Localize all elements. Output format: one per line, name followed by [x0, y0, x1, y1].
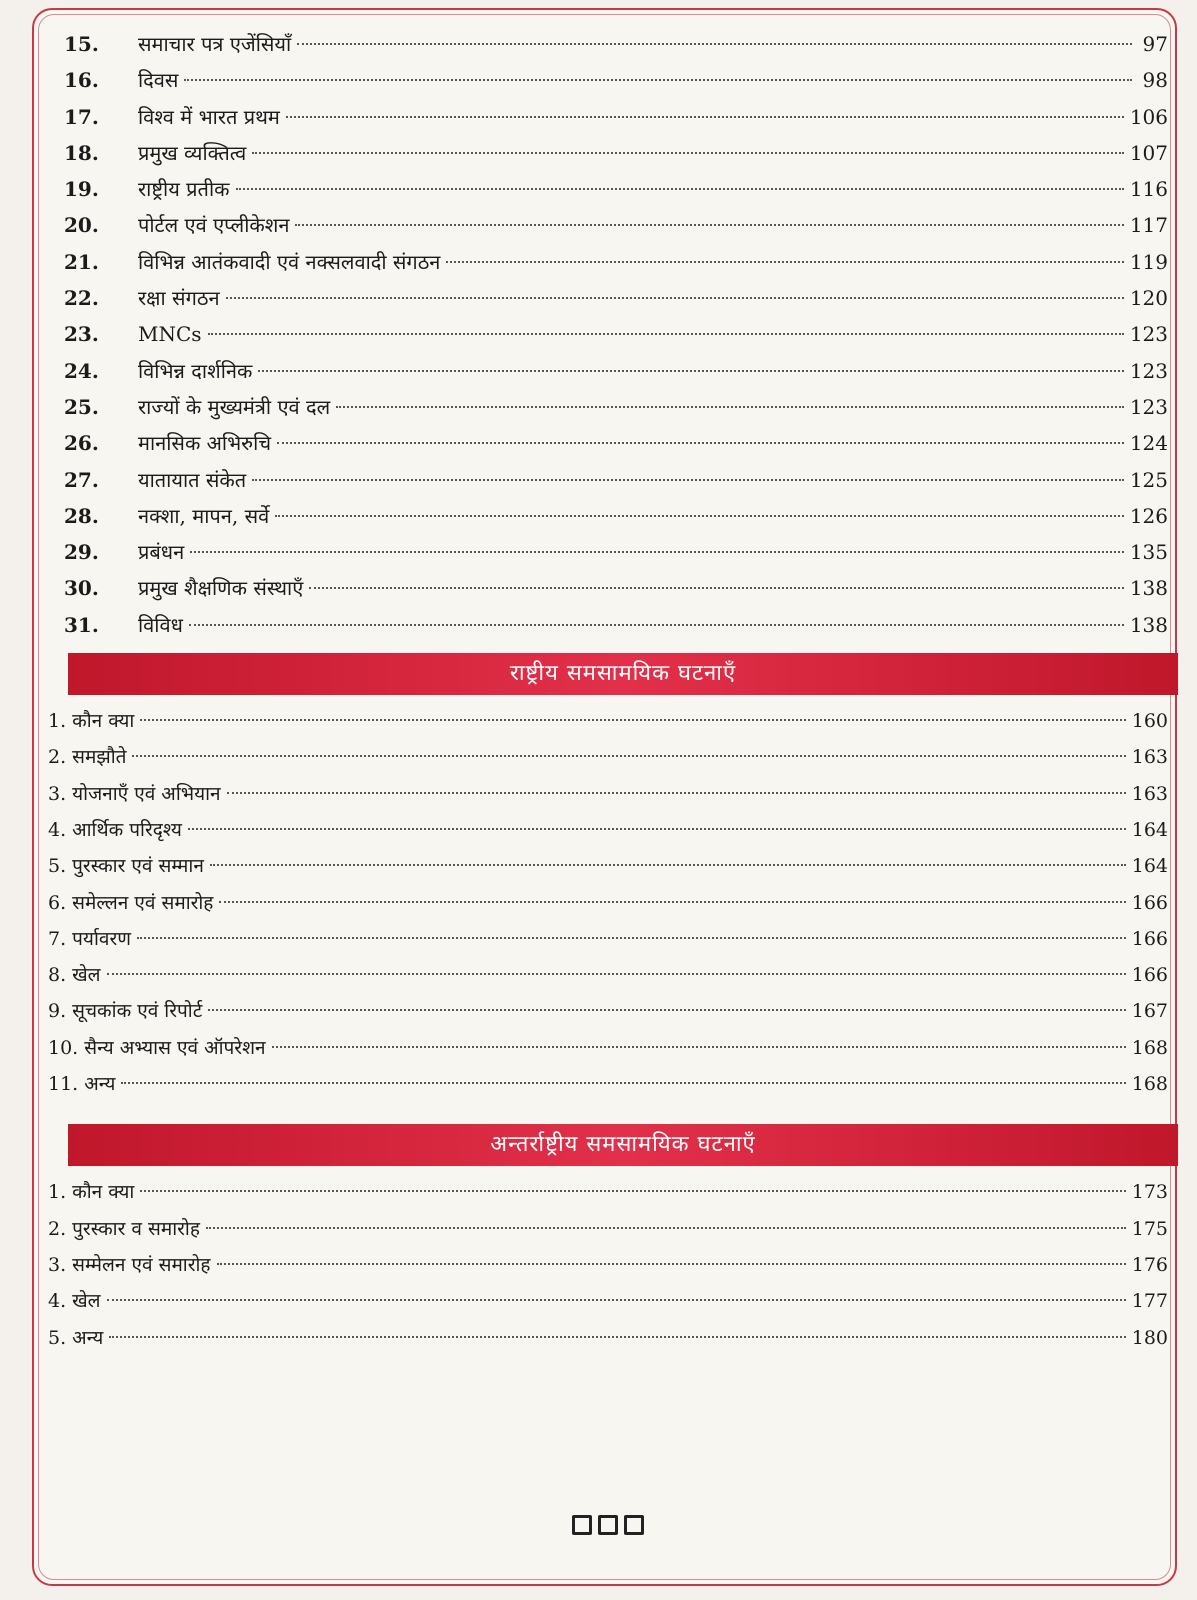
toc-entry [48, 353, 1168, 389]
dot-leader [107, 1299, 1126, 1301]
toc-entry [48, 885, 1168, 921]
entry-page-number: 119 [1129, 249, 1168, 274]
dot-leader [206, 1227, 1126, 1229]
dot-leader [121, 1082, 1125, 1084]
toc-section-general [48, 26, 1168, 643]
entry-title: रक्षा संगठन [138, 286, 220, 311]
toc-entry [48, 62, 1168, 98]
dot-leader [208, 1009, 1125, 1011]
entry-number: 9. [48, 1000, 67, 1023]
entry-title: राज्यों के मुख्यमंत्री एवं दल [138, 394, 331, 419]
entry-page-number: 138 [1129, 576, 1168, 601]
entry-page-number: 163 [1131, 746, 1168, 769]
entry-number: 17. [64, 104, 99, 129]
entry-page-number: 123 [1129, 322, 1168, 347]
entry-number: 15. [64, 32, 99, 56]
entry-page-number: 180 [1131, 1326, 1168, 1349]
entry-page-number: 166 [1131, 891, 1168, 914]
entry-title: पुरस्कार एवं सम्मान [72, 855, 204, 878]
dot-leader [219, 901, 1125, 903]
entry-page-number: 166 [1131, 964, 1168, 987]
entry-page-number: 160 [1131, 710, 1168, 733]
dot-leader [109, 1336, 1125, 1338]
toc-entry [48, 848, 1168, 884]
entry-title: नक्शा, मापन, सर्वे [138, 503, 270, 528]
toc-entry [48, 389, 1168, 425]
end-mark-box [624, 1515, 644, 1535]
entry-title: प्रमुख शैक्षणिक संस्थाएँ [138, 576, 304, 601]
toc-entry [48, 703, 1168, 739]
entry-number: 6. [48, 891, 67, 914]
entry-page-number: 168 [1131, 1036, 1168, 1059]
dot-leader [140, 1190, 1125, 1192]
dot-leader [208, 333, 1124, 335]
entry-page-number: 168 [1131, 1073, 1168, 1096]
entry-number: 19. [64, 177, 99, 202]
entry-title: योजनाएँ एवं अभियान [72, 782, 221, 805]
dot-leader [227, 792, 1126, 794]
entry-number: 28. [64, 503, 99, 528]
entry-title: दिवस [138, 68, 179, 93]
entry-title: आर्थिक परिदृश्य [72, 818, 182, 841]
toc-entry [48, 462, 1168, 498]
entry-page-number: 97 [1142, 32, 1168, 56]
entry-title: सैन्य अभ्यास एवं ऑपरेशन [84, 1036, 266, 1059]
dot-leader [236, 188, 1124, 190]
toc-entry [48, 1283, 1168, 1319]
toc-section-national [48, 703, 1168, 1102]
dot-leader [140, 719, 1125, 721]
entry-page-number: 126 [1129, 503, 1168, 528]
toc-entry [48, 425, 1168, 461]
end-mark-box [572, 1515, 592, 1535]
entry-title: मानसिक अभिरुचि [138, 431, 272, 456]
dot-leader [295, 224, 1123, 226]
dot-leader [210, 864, 1126, 866]
entry-number: 5. [48, 855, 67, 878]
entry-page-number: 123 [1129, 394, 1168, 419]
entry-page-number: 166 [1131, 927, 1168, 950]
entry-page-number: 123 [1129, 358, 1168, 383]
entry-title: खेल [72, 1290, 101, 1313]
entry-title: कौन क्या [72, 1181, 135, 1204]
entry-page-number: 175 [1131, 1217, 1168, 1240]
toc-entry [48, 1066, 1168, 1102]
toc-entry [48, 280, 1168, 316]
entry-number: 23. [64, 322, 99, 347]
dot-leader [137, 937, 1126, 939]
end-mark [572, 1515, 644, 1535]
entry-number: 7. [48, 927, 67, 950]
dot-leader [252, 152, 1124, 154]
toc-entry [48, 1211, 1168, 1247]
toc-section-international [48, 1174, 1168, 1355]
entry-number: 26. [64, 431, 99, 456]
entry-number: 5. [48, 1326, 67, 1349]
entry-title: खेल [72, 964, 101, 987]
entry-number: 10. [48, 1036, 79, 1059]
entry-number: 20. [64, 213, 99, 238]
entry-number: 22. [64, 286, 99, 311]
toc-entry [48, 1247, 1168, 1283]
toc-entry [48, 1030, 1168, 1066]
entry-page-number: 116 [1129, 177, 1168, 202]
toc-entry [48, 534, 1168, 570]
entry-title: विभिन्न दार्शनिक [138, 358, 253, 383]
entry-title: MNCs [138, 322, 202, 347]
entry-number: 1. [48, 1181, 67, 1204]
toc-entry [48, 570, 1168, 606]
entry-title: समझौते [72, 746, 127, 769]
dot-leader [297, 43, 1132, 45]
entry-page-number: 173 [1131, 1181, 1168, 1204]
entry-title: प्रमुख व्यक्तित्व [138, 140, 247, 165]
entry-title: प्रबंधन [138, 540, 185, 565]
dot-leader [446, 261, 1123, 263]
entry-number: 16. [64, 68, 99, 93]
entry-number: 11. [48, 1073, 79, 1096]
entry-title: पोर्टल एवं एप्लीकेशन [138, 213, 290, 238]
entry-title: पर्यावरण [72, 927, 131, 950]
section-heading-national: राष्ट्रीय समसामयिक घटनाएँ [68, 653, 1178, 695]
entry-title: राष्ट्रीय प्रतीक [138, 177, 230, 202]
toc-entry [48, 99, 1168, 135]
dot-leader [272, 1046, 1126, 1048]
toc-entry [48, 812, 1168, 848]
entry-page-number: 163 [1131, 782, 1168, 805]
toc-entry [48, 1320, 1168, 1356]
dot-leader [132, 755, 1125, 757]
dot-leader [252, 479, 1124, 481]
toc-entry [48, 207, 1168, 243]
entry-number: 25. [64, 394, 99, 419]
entry-number: 3. [48, 1253, 67, 1276]
entry-number: 27. [64, 467, 99, 492]
dot-leader [217, 1263, 1126, 1265]
entry-number: 30. [64, 576, 99, 601]
dot-leader [107, 973, 1126, 975]
entry-number: 18. [64, 140, 99, 165]
entry-page-number: 117 [1129, 213, 1168, 238]
entry-title: विभिन्न आतंकवादी एवं नक्सलवादी संगठन [138, 249, 441, 274]
end-mark-box [598, 1515, 618, 1535]
dot-leader [258, 370, 1123, 372]
dot-leader [309, 587, 1124, 589]
dot-leader [286, 116, 1124, 118]
toc-entry [48, 921, 1168, 957]
entry-title: सूचकांक एवं रिपोर्ट [72, 1000, 203, 1023]
entry-number: 3. [48, 782, 67, 805]
dot-leader [184, 79, 1132, 81]
entry-number: 4. [48, 1290, 67, 1313]
entry-title: समेल्लन एवं समारोह [72, 891, 214, 914]
toc-entry [48, 26, 1168, 62]
entry-number: 4. [48, 818, 67, 841]
entry-title: अन्य [84, 1073, 116, 1096]
toc-entry [48, 1174, 1168, 1210]
entry-title: पुरस्कार व समारोह [72, 1217, 200, 1240]
dot-leader [277, 442, 1124, 444]
dot-leader [226, 297, 1124, 299]
entry-page-number: 164 [1131, 818, 1168, 841]
entry-page-number: 135 [1129, 540, 1168, 565]
dot-leader [275, 515, 1124, 517]
entry-page-number: 176 [1131, 1253, 1168, 1276]
table-of-contents [48, 26, 1168, 1356]
toc-entry [48, 171, 1168, 207]
entry-page-number: 107 [1129, 140, 1168, 165]
entry-number: 31. [64, 612, 99, 637]
dot-leader [189, 624, 1124, 626]
entry-number: 8. [48, 964, 67, 987]
entry-page-number: 164 [1131, 855, 1168, 878]
toc-entry [48, 498, 1168, 534]
entry-page-number: 98 [1142, 68, 1168, 93]
toc-entry [48, 316, 1168, 352]
entry-title: यातायात संकेत [138, 467, 247, 492]
entry-page-number: 106 [1129, 104, 1168, 129]
entry-page-number: 167 [1131, 1000, 1168, 1023]
entry-title: अन्य [72, 1326, 104, 1349]
entry-title: विविध [138, 612, 183, 637]
entry-number: 1. [48, 710, 67, 733]
section-heading-international: अन्तर्राष्ट्रीय समसामयिक घटनाएँ [68, 1124, 1178, 1166]
entry-page-number: 120 [1129, 286, 1168, 311]
entry-number: 21. [64, 249, 99, 274]
toc-entry [48, 993, 1168, 1029]
entry-page-number: 177 [1131, 1290, 1168, 1313]
entry-page-number: 138 [1129, 612, 1168, 637]
entry-number: 2. [48, 1217, 67, 1240]
entry-title: सम्मेलन एवं समारोह [72, 1253, 211, 1276]
entry-number: 24. [64, 358, 99, 383]
entry-number: 2. [48, 746, 67, 769]
toc-entry [48, 957, 1168, 993]
entry-page-number: 125 [1129, 467, 1168, 492]
entry-title: विश्व में भारत प्रथम [138, 104, 280, 129]
toc-entry [48, 607, 1168, 643]
toc-entry [48, 739, 1168, 775]
toc-entry [48, 776, 1168, 812]
dot-leader [336, 406, 1124, 408]
dot-leader [188, 828, 1126, 830]
toc-entry [48, 135, 1168, 171]
dot-leader [190, 551, 1124, 553]
entry-title: समाचार पत्र एजेंसियाँ [138, 32, 292, 56]
entry-page-number: 124 [1129, 431, 1168, 456]
entry-title: कौन क्या [72, 710, 135, 733]
toc-entry [48, 244, 1168, 280]
entry-number: 29. [64, 540, 99, 565]
